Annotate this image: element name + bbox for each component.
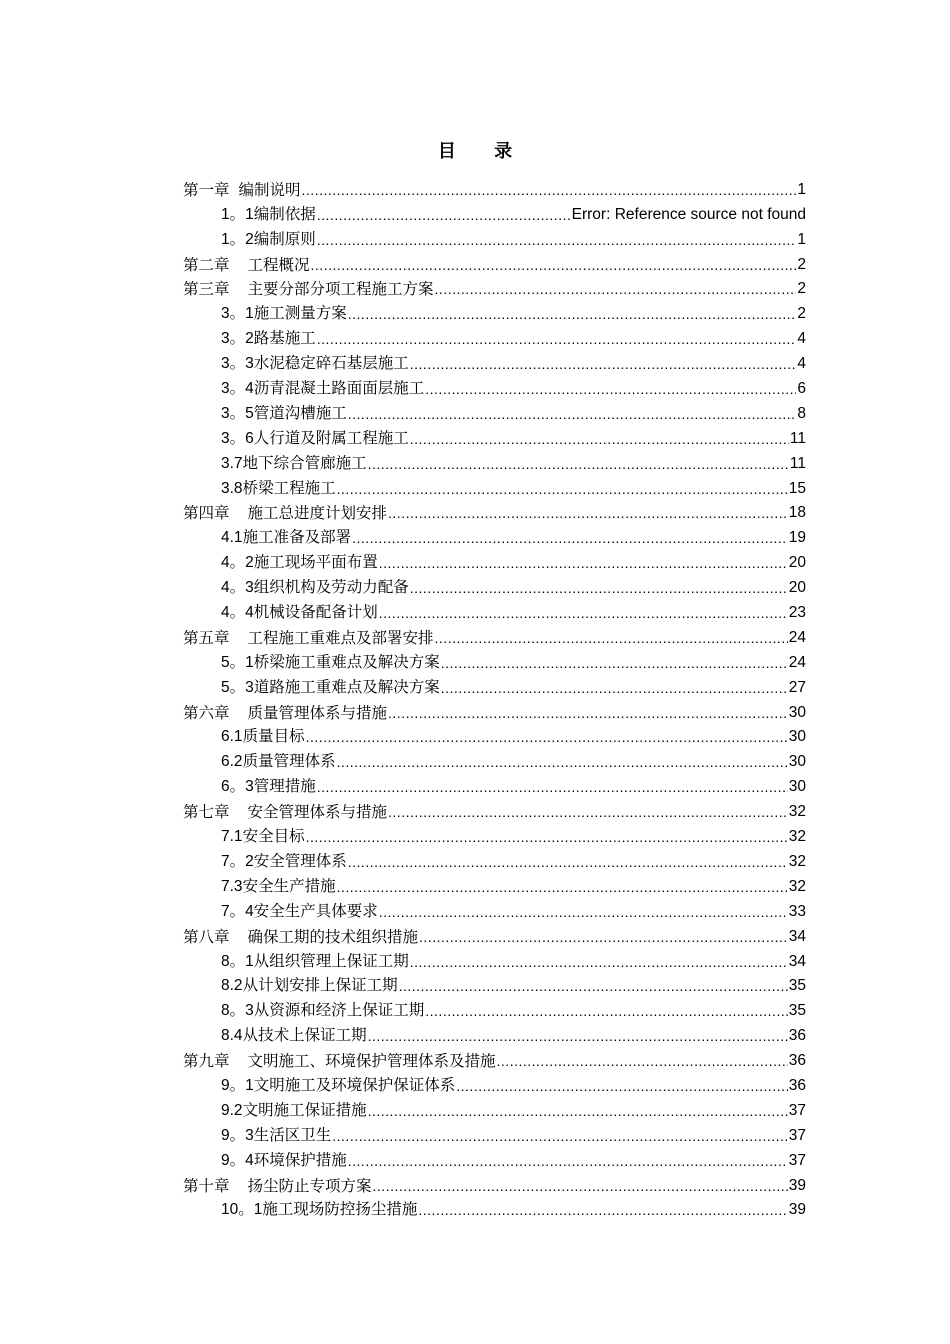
toc-page-number: 37 — [788, 1151, 806, 1169]
toc-entry-number: 10。1 — [221, 1201, 263, 1219]
table-of-contents — [183, 175, 806, 1220]
toc-entry-text: 质量管理体系 — [242, 752, 336, 771]
toc-section-entry[interactable] — [183, 299, 806, 324]
toc-entry-text: 地下综合管廊施工 — [242, 453, 367, 472]
toc-entry-label — [221, 851, 347, 872]
toc-entry-label — [221, 303, 347, 324]
toc-page-number: 20 — [788, 579, 806, 597]
toc-dot-leader — [497, 1051, 788, 1071]
toc-entry-text: 桥梁施工重难点及解决方案 — [253, 652, 440, 671]
toc-entry-number: 6.1 — [221, 728, 243, 746]
toc-entry-label — [183, 927, 418, 947]
toc-entry-number: 8.4 — [221, 1027, 243, 1045]
toc-entry-number: 3。2 — [221, 330, 254, 348]
toc-entry-label — [221, 1199, 417, 1220]
toc-page-number: 15 — [788, 479, 806, 497]
toc-entry-label — [183, 279, 434, 299]
toc-page-number: 24 — [788, 628, 806, 646]
toc-entry-text: 人行道及附属工程施工 — [253, 428, 409, 447]
toc-entry-label — [183, 255, 310, 275]
toc-entry-number: 第四章 — [183, 504, 230, 523]
toc-section-entry[interactable] — [183, 573, 806, 598]
toc-dot-leader — [348, 304, 797, 324]
toc-page-number: 39 — [788, 1201, 806, 1219]
toc-entry-number: 3。4 — [221, 380, 254, 398]
toc-entry-number: 1。1 — [221, 205, 254, 223]
toc-entry-label — [221, 1075, 455, 1096]
toc-dot-leader — [410, 354, 797, 374]
toc-section-entry[interactable] — [183, 972, 806, 997]
toc-section-entry[interactable] — [183, 1196, 806, 1221]
toc-entry-label — [221, 677, 440, 698]
toc-entry-number: 3。3 — [221, 355, 254, 373]
toc-dot-leader — [368, 1026, 788, 1046]
toc-chapter-entry[interactable] — [183, 623, 806, 648]
toc-entry-text: 编制说明 — [238, 180, 301, 199]
toc-entry-label — [221, 478, 336, 499]
toc-entry-label — [221, 1025, 367, 1046]
toc-page-number: 32 — [788, 852, 806, 870]
toc-dot-leader — [418, 1200, 787, 1220]
toc-entry-number: 第一章 — [183, 180, 230, 199]
toc-entry-label — [221, 428, 409, 449]
toc-entry-number: 7.1 — [221, 828, 243, 846]
toc-entry-text: 管道沟槽施工 — [253, 403, 347, 422]
toc-entry-text: 施工测量方案 — [253, 304, 347, 323]
toc-entry-label — [183, 802, 387, 822]
toc-entry-text: 质量目标 — [242, 727, 305, 746]
toc-dot-leader — [419, 927, 788, 947]
toc-dot-leader — [388, 503, 788, 523]
toc-section-entry[interactable] — [183, 1121, 806, 1146]
toc-entry-label — [221, 453, 367, 474]
toc-page-number: 32 — [788, 828, 806, 846]
toc-entry-text: 主要分部分项工程施工方案 — [247, 280, 434, 299]
toc-entry-text: 施工现场防控扬尘措施 — [262, 1200, 418, 1219]
toc-dot-leader — [456, 1076, 787, 1096]
toc-entry-number: 3。5 — [221, 404, 254, 422]
toc-page-number: 1 — [797, 230, 806, 248]
toc-section-entry[interactable] — [183, 449, 806, 474]
toc-page-number: 30 — [788, 778, 806, 796]
toc-section-entry[interactable] — [183, 723, 806, 748]
toc-entry-number: 3。1 — [221, 305, 254, 323]
toc-entry-label — [221, 204, 316, 225]
toc-entry-text: 安全生产措施 — [242, 876, 336, 895]
toc-entry-label — [221, 776, 316, 797]
toc-entry-number: 4。2 — [221, 554, 254, 572]
toc-chapter-entry[interactable] — [183, 1046, 806, 1071]
toc-entry-text: 扬尘防止专项方案 — [247, 1176, 372, 1195]
toc-section-entry[interactable] — [183, 548, 806, 573]
toc-entry-label — [221, 826, 305, 847]
toc-entry-label — [221, 975, 398, 996]
toc-entry-number: 5。1 — [221, 653, 254, 671]
toc-page-number: 36 — [788, 1027, 806, 1045]
toc-entry-number: 4。4 — [221, 604, 254, 622]
toc-page-number: 4 — [797, 355, 806, 373]
toc-dot-leader — [348, 1151, 788, 1171]
toc-chapter-entry[interactable] — [183, 250, 806, 275]
toc-entry-text: 文明施工及环境保护保证体系 — [253, 1075, 456, 1094]
toc-dot-leader — [306, 827, 788, 847]
toc-section-entry[interactable] — [183, 424, 806, 449]
toc-entry-text: 安全管理体系与措施 — [247, 803, 388, 822]
toc-entry-text: 路基施工 — [253, 329, 316, 348]
toc-entry-text: 工程施工重难点及部署安排 — [247, 628, 434, 647]
toc-entry-label — [221, 527, 351, 548]
toc-entry-label — [183, 628, 434, 648]
toc-entry-number: 6.2 — [221, 753, 243, 771]
toc-section-entry[interactable] — [183, 897, 806, 922]
toc-entry-number: 8.2 — [221, 977, 243, 995]
toc-entry-text: 文明施工保证措施 — [242, 1100, 367, 1119]
toc-dot-leader — [306, 727, 788, 747]
toc-entry-number: 第八章 — [183, 927, 230, 946]
toc-section-entry[interactable] — [183, 200, 806, 225]
toc-section-entry[interactable] — [183, 648, 806, 673]
toc-entry-label — [221, 652, 440, 673]
toc-dot-leader — [317, 329, 797, 349]
toc-dot-leader — [337, 752, 788, 772]
toc-chapter-entry[interactable] — [183, 1171, 806, 1196]
toc-page-number: 24 — [788, 653, 806, 671]
toc-section-entry[interactable] — [183, 673, 806, 698]
toc-entry-label — [221, 378, 424, 399]
toc-dot-leader — [379, 553, 788, 573]
toc-dot-leader — [399, 976, 788, 996]
toc-dot-leader — [425, 1001, 787, 1021]
toc-entry-text: 生活区卫生 — [253, 1125, 332, 1144]
toc-section-entry[interactable] — [183, 374, 806, 399]
toc-dot-leader — [317, 777, 788, 797]
toc-entry-text: 工程概况 — [247, 255, 310, 274]
toc-page-number: 18 — [788, 504, 806, 522]
toc-page-number: 30 — [788, 753, 806, 771]
toc-entry-number: 7。2 — [221, 852, 254, 870]
toc-page-number: Error: Reference source not found — [571, 205, 806, 223]
toc-section-entry[interactable] — [183, 1021, 806, 1046]
toc-page-number: 34 — [788, 952, 806, 970]
toc-section-entry[interactable] — [183, 523, 806, 548]
toc-dot-leader — [368, 454, 789, 474]
toc-entry-label — [221, 751, 336, 772]
toc-entry-number: 5。3 — [221, 678, 254, 696]
toc-dot-leader — [368, 1101, 788, 1121]
toc-dot-leader — [348, 852, 788, 872]
toc-page-number: 2 — [797, 305, 806, 323]
toc-entry-label — [221, 726, 305, 747]
toc-entry-label — [221, 328, 316, 349]
toc-page-number: 27 — [788, 678, 806, 696]
toc-dot-leader — [379, 902, 788, 922]
toc-entry-text: 沥青混凝土路面面层施工 — [253, 379, 425, 398]
toc-entry-label — [183, 180, 301, 200]
toc-dot-leader — [352, 528, 788, 548]
toc-section-entry[interactable] — [183, 847, 806, 872]
toc-page-number: 37 — [788, 1126, 806, 1144]
toc-entry-label — [221, 901, 378, 922]
toc-page-number: 8 — [797, 404, 806, 422]
toc-entry-label — [221, 229, 316, 250]
toc-dot-leader — [435, 279, 797, 299]
toc-dot-leader — [317, 205, 571, 225]
toc-section-entry[interactable] — [183, 474, 806, 499]
toc-entry-text: 编制原则 — [253, 229, 316, 248]
toc-chapter-entry[interactable] — [183, 698, 806, 723]
toc-page-number: 32 — [788, 877, 806, 895]
toc-entry-label — [221, 876, 336, 897]
toc-entry-text: 水泥稳定碎石基层施工 — [253, 354, 409, 373]
toc-entry-label — [221, 1100, 367, 1121]
toc-dot-leader — [311, 255, 797, 275]
toc-entry-label — [221, 577, 409, 598]
toc-page-number: 19 — [788, 529, 806, 547]
toc-section-entry[interactable] — [183, 324, 806, 349]
toc-section-entry[interactable] — [183, 349, 806, 374]
toc-entry-number: 第五章 — [183, 628, 230, 647]
toc-entry-number: 3.8 — [221, 479, 243, 497]
toc-page-number: 11 — [789, 454, 806, 472]
toc-entry-number: 4.1 — [221, 529, 243, 547]
toc-entry-text: 施工现场平面布置 — [253, 553, 378, 572]
toc-dot-leader — [337, 877, 788, 897]
toc-entry-number: 3。6 — [221, 429, 254, 447]
toc-entry-label — [221, 1125, 331, 1146]
toc-entry-number: 9.2 — [221, 1101, 243, 1119]
toc-entry-number: 9。3 — [221, 1126, 254, 1144]
toc-chapter-entry[interactable] — [183, 175, 806, 200]
toc-section-entry[interactable] — [183, 747, 806, 772]
toc-entry-text: 文明施工、环境保护管理体系及措施 — [247, 1052, 496, 1071]
toc-entry-text: 管理措施 — [253, 777, 316, 796]
toc-entry-number: 7.3 — [221, 877, 243, 895]
toc-page-number: 23 — [788, 604, 806, 622]
toc-entry-number: 6。3 — [221, 778, 254, 796]
toc-entry-number: 第三章 — [183, 280, 230, 299]
toc-dot-leader — [302, 180, 797, 200]
toc-entry-number: 8。1 — [221, 952, 254, 970]
toc-entry-text: 从组织管理上保证工期 — [253, 951, 409, 970]
toc-entry-text: 安全管理体系 — [253, 851, 347, 870]
toc-section-entry[interactable] — [183, 225, 806, 250]
toc-chapter-entry[interactable] — [183, 922, 806, 947]
toc-entry-label — [221, 602, 378, 623]
toc-dot-leader — [317, 230, 797, 250]
toc-entry-text: 环境保护措施 — [253, 1150, 347, 1169]
toc-section-entry[interactable] — [183, 598, 806, 623]
toc-entry-number: 9。4 — [221, 1151, 254, 1169]
toc-page-number: 11 — [789, 429, 806, 447]
toc-entry-label — [221, 403, 347, 424]
toc-page-number: 2 — [797, 255, 806, 273]
toc-page-number: 30 — [788, 728, 806, 746]
toc-entry-text: 从资源和经济上保证工期 — [253, 1001, 425, 1020]
toc-page-number: 2 — [797, 280, 806, 298]
toc-chapter-entry[interactable] — [183, 275, 806, 300]
toc-page-number: 36 — [788, 1052, 806, 1070]
toc-entry-number: 第六章 — [183, 703, 230, 722]
toc-entry-text: 从计划安排上保证工期 — [242, 976, 398, 995]
toc-page-number: 32 — [788, 803, 806, 821]
toc-entry-number: 第十章 — [183, 1176, 230, 1195]
toc-dot-leader — [348, 404, 797, 424]
toc-dot-leader — [373, 1176, 788, 1196]
toc-dot-leader — [379, 603, 788, 623]
toc-page-number: 35 — [788, 1002, 806, 1020]
toc-dot-leader — [425, 379, 796, 399]
toc-section-entry[interactable] — [183, 1096, 806, 1121]
toc-chapter-entry[interactable] — [183, 797, 806, 822]
toc-entry-text: 安全生产具体要求 — [253, 901, 378, 920]
toc-title: 目 录 — [437, 141, 529, 162]
toc-dot-leader — [332, 1126, 787, 1146]
toc-entry-text: 道路施工重难点及解决方案 — [253, 677, 440, 696]
toc-entry-text: 安全目标 — [242, 827, 305, 846]
toc-page-number: 33 — [788, 902, 806, 920]
toc-entry-text: 机械设备配备计划 — [253, 603, 378, 622]
toc-entry-number: 第二章 — [183, 255, 230, 274]
toc-entry-text: 确保工期的技术组织措施 — [247, 927, 419, 946]
toc-entry-number: 8。3 — [221, 1002, 254, 1020]
toc-dot-leader — [441, 678, 788, 698]
toc-chapter-entry[interactable] — [183, 499, 806, 524]
toc-dot-leader — [388, 703, 788, 723]
toc-dot-leader — [441, 653, 788, 673]
toc-entry-label — [183, 503, 387, 523]
toc-dot-leader — [410, 578, 788, 598]
toc-page-number: 34 — [788, 927, 806, 945]
toc-dot-leader — [388, 802, 788, 822]
toc-section-entry[interactable] — [183, 772, 806, 797]
toc-entry-label — [221, 1150, 347, 1171]
toc-entry-number: 9。1 — [221, 1076, 254, 1094]
toc-page-number: 30 — [788, 703, 806, 721]
toc-entry-label — [221, 552, 378, 573]
toc-entry-label — [183, 1051, 496, 1071]
toc-entry-number: 第七章 — [183, 803, 230, 822]
toc-entry-number: 7。4 — [221, 902, 254, 920]
toc-section-entry[interactable] — [183, 1071, 806, 1096]
toc-dot-leader — [410, 952, 788, 972]
toc-page-number: 35 — [788, 977, 806, 995]
toc-entry-text: 从技术上保证工期 — [242, 1026, 367, 1045]
toc-section-entry[interactable] — [183, 399, 806, 424]
toc-entry-label — [183, 703, 387, 723]
toc-entry-label — [221, 1000, 424, 1021]
toc-section-entry[interactable] — [183, 872, 806, 897]
toc-entry-number: 第九章 — [183, 1052, 230, 1071]
toc-entry-label — [183, 1176, 372, 1196]
toc-page-number: 36 — [788, 1076, 806, 1094]
toc-entry-text: 施工准备及部署 — [242, 528, 352, 547]
toc-dot-leader — [337, 479, 788, 499]
toc-entry-label — [221, 951, 409, 972]
toc-section-entry[interactable] — [183, 947, 806, 972]
toc-entry-label — [221, 353, 409, 374]
toc-page-number: 20 — [788, 554, 806, 572]
toc-section-entry[interactable] — [183, 822, 806, 847]
toc-section-entry[interactable] — [183, 1146, 806, 1171]
toc-page-number: 4 — [797, 330, 806, 348]
toc-entry-number: 3.7 — [221, 454, 243, 472]
toc-entry-text: 施工总进度计划安排 — [247, 504, 388, 523]
toc-dot-leader — [435, 628, 788, 648]
toc-section-entry[interactable] — [183, 996, 806, 1021]
toc-dot-leader — [410, 429, 789, 449]
toc-page-number: 1 — [797, 180, 806, 198]
toc-entry-text: 桥梁工程施工 — [242, 478, 336, 497]
toc-page-number: 6 — [797, 380, 806, 398]
toc-entry-number: 4。3 — [221, 579, 254, 597]
toc-entry-text: 编制依据 — [253, 204, 316, 223]
toc-entry-text: 组织机构及劳动力配备 — [253, 578, 409, 597]
toc-entry-text: 质量管理体系与措施 — [247, 703, 388, 722]
toc-page-number: 37 — [788, 1101, 806, 1119]
toc-entry-number: 1。2 — [221, 230, 254, 248]
toc-page-number: 39 — [788, 1176, 806, 1194]
